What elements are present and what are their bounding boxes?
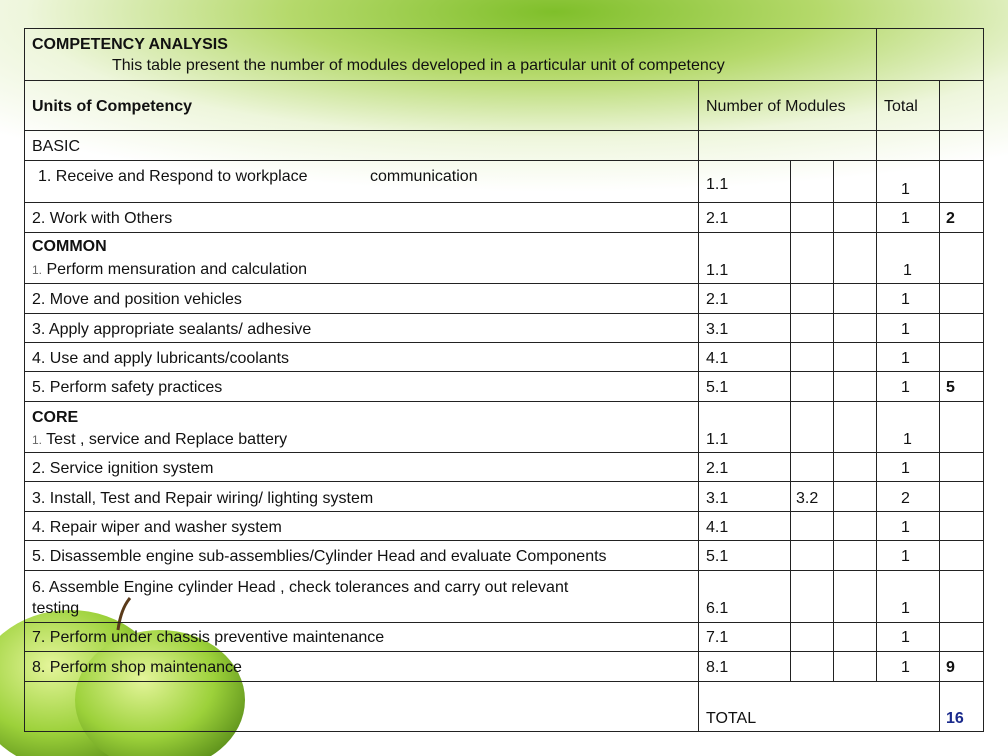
module-count: 2 bbox=[901, 490, 910, 507]
module-code: 3.1 bbox=[706, 321, 729, 338]
module-code-2: 3.2 bbox=[796, 490, 819, 507]
border-line bbox=[24, 313, 984, 314]
unit-label-text: Test , service and Replace battery bbox=[42, 431, 288, 448]
border-line bbox=[833, 160, 834, 681]
border-line bbox=[24, 283, 984, 284]
border-line bbox=[24, 80, 984, 81]
unit-label: 3. Apply appropriate sealants/ adhesive bbox=[32, 321, 312, 338]
unit-label bbox=[32, 260, 307, 280]
section-subtotal: 2 bbox=[946, 210, 955, 227]
border-line bbox=[24, 342, 984, 343]
border-line bbox=[698, 80, 699, 731]
module-count: 1 bbox=[903, 431, 912, 448]
border-line bbox=[24, 681, 984, 682]
unit-label: 8. Perform shop maintenance bbox=[32, 659, 242, 676]
unit-label bbox=[32, 430, 287, 450]
border-line bbox=[24, 28, 25, 731]
unit-label: 7. Perform under chassis preventive maintenance bbox=[32, 629, 385, 646]
module-code: 1.1 bbox=[706, 262, 729, 279]
total-label: TOTAL bbox=[706, 710, 757, 727]
module-count: 1 bbox=[901, 600, 910, 617]
unit-label: 2. Move and position vehicles bbox=[32, 291, 242, 308]
unit-label: 1. Receive and Respond to workplace bbox=[38, 168, 308, 185]
page-subtitle: This table present the number of modules developed in a particular unit of competency bbox=[112, 57, 725, 74]
module-count: 1 bbox=[901, 659, 910, 676]
unit-label: 3. Install, Test and Repair wiring/ lighting system bbox=[32, 490, 374, 507]
border-line bbox=[24, 452, 984, 453]
border-line bbox=[24, 731, 984, 732]
module-code: 4.1 bbox=[706, 350, 729, 367]
border-line bbox=[24, 130, 984, 131]
total-value: 16 bbox=[946, 710, 964, 727]
module-count: 1 bbox=[901, 321, 910, 338]
section-subtotal: 9 bbox=[946, 659, 955, 676]
module-count: 1 bbox=[901, 460, 910, 477]
border-line bbox=[790, 160, 791, 681]
unit-label: 4. Use and apply lubricants/coolants bbox=[32, 350, 290, 367]
module-count: 1 bbox=[901, 350, 910, 367]
unit-label-text: Perform mensuration and calculation bbox=[42, 261, 308, 278]
module-code: 5.1 bbox=[706, 379, 729, 396]
module-count: 1 bbox=[901, 210, 910, 227]
border-line bbox=[983, 28, 984, 731]
border-line bbox=[24, 622, 984, 623]
unit-label: 6. Assemble Engine cylinder Head , check tolerances and carry out relevant bbox=[32, 579, 569, 596]
border-line bbox=[24, 570, 984, 571]
module-code: 1.1 bbox=[706, 176, 729, 193]
border-line bbox=[876, 28, 877, 160]
unit-label: 2. Service ignition system bbox=[32, 460, 214, 477]
module-count: 1 bbox=[901, 379, 910, 396]
border-line bbox=[939, 80, 940, 731]
border-line bbox=[876, 160, 877, 681]
border-line bbox=[24, 160, 984, 161]
border-line bbox=[24, 540, 984, 541]
unit-label-cont: communication bbox=[370, 168, 478, 185]
module-code: 6.1 bbox=[706, 600, 729, 617]
section-common: COMMON bbox=[32, 238, 107, 255]
module-count: 1 bbox=[901, 519, 910, 536]
page-title: COMPETENCY ANALYSIS bbox=[32, 36, 228, 53]
module-code: 8.1 bbox=[706, 659, 729, 676]
unit-label: 5. Perform safety practices bbox=[32, 379, 223, 396]
border-line bbox=[24, 511, 984, 512]
section-core: CORE bbox=[32, 409, 79, 426]
header-modules: Number of Modules bbox=[706, 98, 846, 115]
module-count: 1 bbox=[901, 629, 910, 646]
border-line bbox=[24, 371, 984, 372]
border-line bbox=[24, 232, 984, 233]
module-code: 2.1 bbox=[706, 460, 729, 477]
module-code: 1.1 bbox=[706, 431, 729, 448]
border-line bbox=[24, 28, 984, 29]
module-code: 5.1 bbox=[706, 548, 729, 565]
list-number: 1. bbox=[32, 433, 43, 447]
unit-label: 4. Repair wiper and washer system bbox=[32, 519, 282, 536]
module-count: 1 bbox=[903, 262, 912, 279]
module-code: 7.1 bbox=[706, 629, 729, 646]
unit-label: 2. Work with Others bbox=[32, 210, 173, 227]
header-total: Total bbox=[884, 98, 918, 115]
module-code: 3.1 bbox=[706, 490, 729, 507]
unit-label-cont: testing bbox=[32, 600, 80, 617]
section-basic: BASIC bbox=[32, 138, 81, 155]
module-code: 2.1 bbox=[706, 210, 729, 227]
module-code: 2.1 bbox=[706, 291, 729, 308]
border-line bbox=[24, 481, 984, 482]
module-count: 1 bbox=[901, 548, 910, 565]
unit-label: 5. Disassemble engine sub-assemblies/Cylinder Head and evaluate Components bbox=[32, 548, 607, 565]
border-line bbox=[24, 651, 984, 652]
section-subtotal: 5 bbox=[946, 379, 955, 396]
header-units: Units of Competency bbox=[32, 98, 193, 115]
border-line bbox=[24, 401, 984, 402]
list-number: 1. bbox=[32, 263, 43, 277]
module-count: 1 bbox=[901, 181, 910, 198]
border-line bbox=[24, 202, 984, 203]
module-code: 4.1 bbox=[706, 519, 729, 536]
module-count: 1 bbox=[901, 291, 910, 308]
